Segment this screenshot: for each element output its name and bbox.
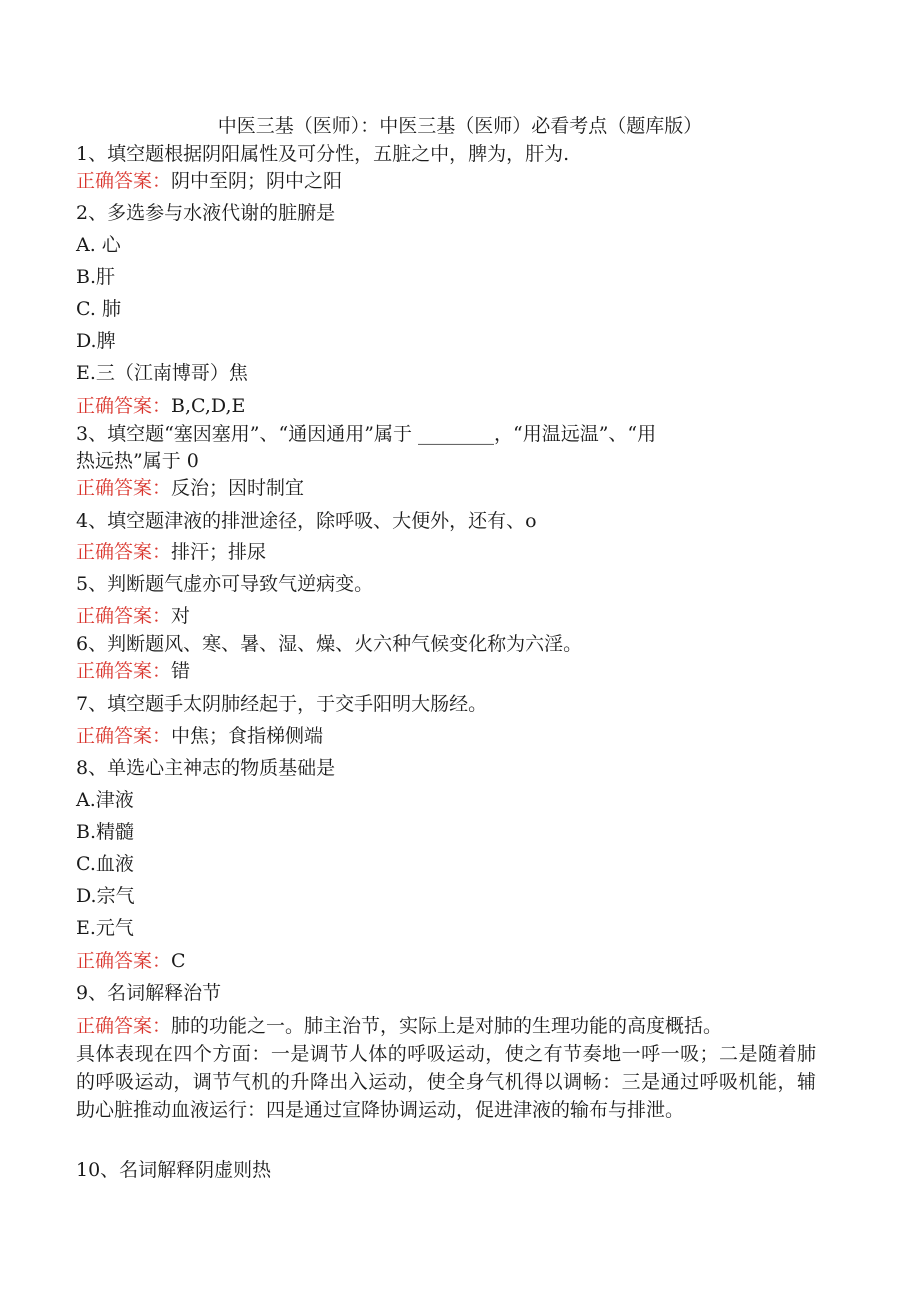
answer-4 xyxy=(76,538,266,566)
question-7: 7、填空题手太阴肺经起于，于交手阳明大肠经。 xyxy=(76,693,488,715)
answer-label: 正确答案： xyxy=(76,950,172,972)
question-8: 8、单选心主神志的物质基础是 xyxy=(76,757,336,779)
answer-value: 中焦；食指梯侧端 xyxy=(171,725,324,747)
answer-8 xyxy=(76,947,186,975)
answer-value: 错 xyxy=(171,660,191,682)
option-item: B.肝 xyxy=(76,266,116,288)
option-item: C.血液 xyxy=(76,853,134,875)
answer-value: 肺的功能之一。肺主治节，实际上是对肺的生理功能的高度概括。 xyxy=(171,1015,723,1037)
answer-label: 正确答案： xyxy=(76,477,172,499)
answer-label: 正确答案： xyxy=(76,725,172,747)
question-2: 2、多选参与水液代谢的脏腑是 xyxy=(76,202,336,224)
question-10: 10、名词解释阴虚则热 xyxy=(76,1159,272,1181)
question-9: 9、名词解释治节 xyxy=(76,982,222,1004)
answer-label: 正确答案： xyxy=(76,660,172,682)
answer-label: 正确答案： xyxy=(76,1015,172,1037)
option-item: D.脾 xyxy=(76,330,116,352)
answer-9-paragraph: 具体表现在四个方面：一是调节人体的呼吸运动，使之有节奏地一呼一吸；二是随着肺的呼吸运动，调节气机的升降出入运动，使全身气机得以调畅：三是通过呼吸机能，辅助心脏推动血液运行：四是通过宣降协调运动，促进津液的输布与排泄。 xyxy=(76,1043,816,1121)
answer-3 xyxy=(76,474,304,502)
answer-6 xyxy=(76,657,190,685)
answer-label: 正确答案： xyxy=(76,605,172,627)
answer-label: 正确答案： xyxy=(76,395,172,417)
option-item: C. 肺 xyxy=(76,298,121,320)
answer-2 xyxy=(76,392,245,420)
option-item: E.元气 xyxy=(76,917,134,939)
answer-value: 阴中至阴；阴中之阳 xyxy=(171,170,343,192)
answer-value: C xyxy=(171,950,186,972)
option-item: A.津液 xyxy=(76,789,134,811)
option-item: B.精髓 xyxy=(76,821,135,843)
question-3-line-2: 热远热”属于 0 xyxy=(76,450,199,472)
answer-label: 正确答案： xyxy=(76,170,172,192)
answer-value: 反治；因时制宜 xyxy=(171,477,305,499)
answer-value: 排汗；排尿 xyxy=(171,541,267,563)
answer-label: 正确答案： xyxy=(76,541,172,563)
question-5: 5、判断题气虚亦可导致气逆病变。 xyxy=(76,573,374,595)
question-4: 4、填空题津液的排泄途径，除呼吸、大便外，还有、o xyxy=(76,510,537,532)
option-item: E.三（江南博哥）焦 xyxy=(76,362,248,384)
answer-7 xyxy=(76,722,323,750)
option-item: D.宗气 xyxy=(76,885,135,907)
answer-5 xyxy=(76,602,190,630)
question-3-line-1: 3、填空题“塞因塞用”、“通因通用”属于 ________，“用温远温”、“用 xyxy=(76,423,657,445)
document-title: 中医三基（医师）：中医三基（医师）必看考点（题库版） xyxy=(217,115,703,137)
answer-1 xyxy=(76,167,342,195)
answer-value: B,C,D,E xyxy=(171,395,246,417)
answer-9-line-1 xyxy=(76,1012,722,1040)
answer-value: 对 xyxy=(171,605,191,627)
question-1: 1、填空题根据阴阳属性及可分性，五脏之中，脾为，肝为. xyxy=(76,143,570,165)
option-item: A. 心 xyxy=(76,234,121,256)
question-6: 6、判断题风、寒、暑、湿、燥、火六种气候变化称为六淫。 xyxy=(76,633,583,655)
